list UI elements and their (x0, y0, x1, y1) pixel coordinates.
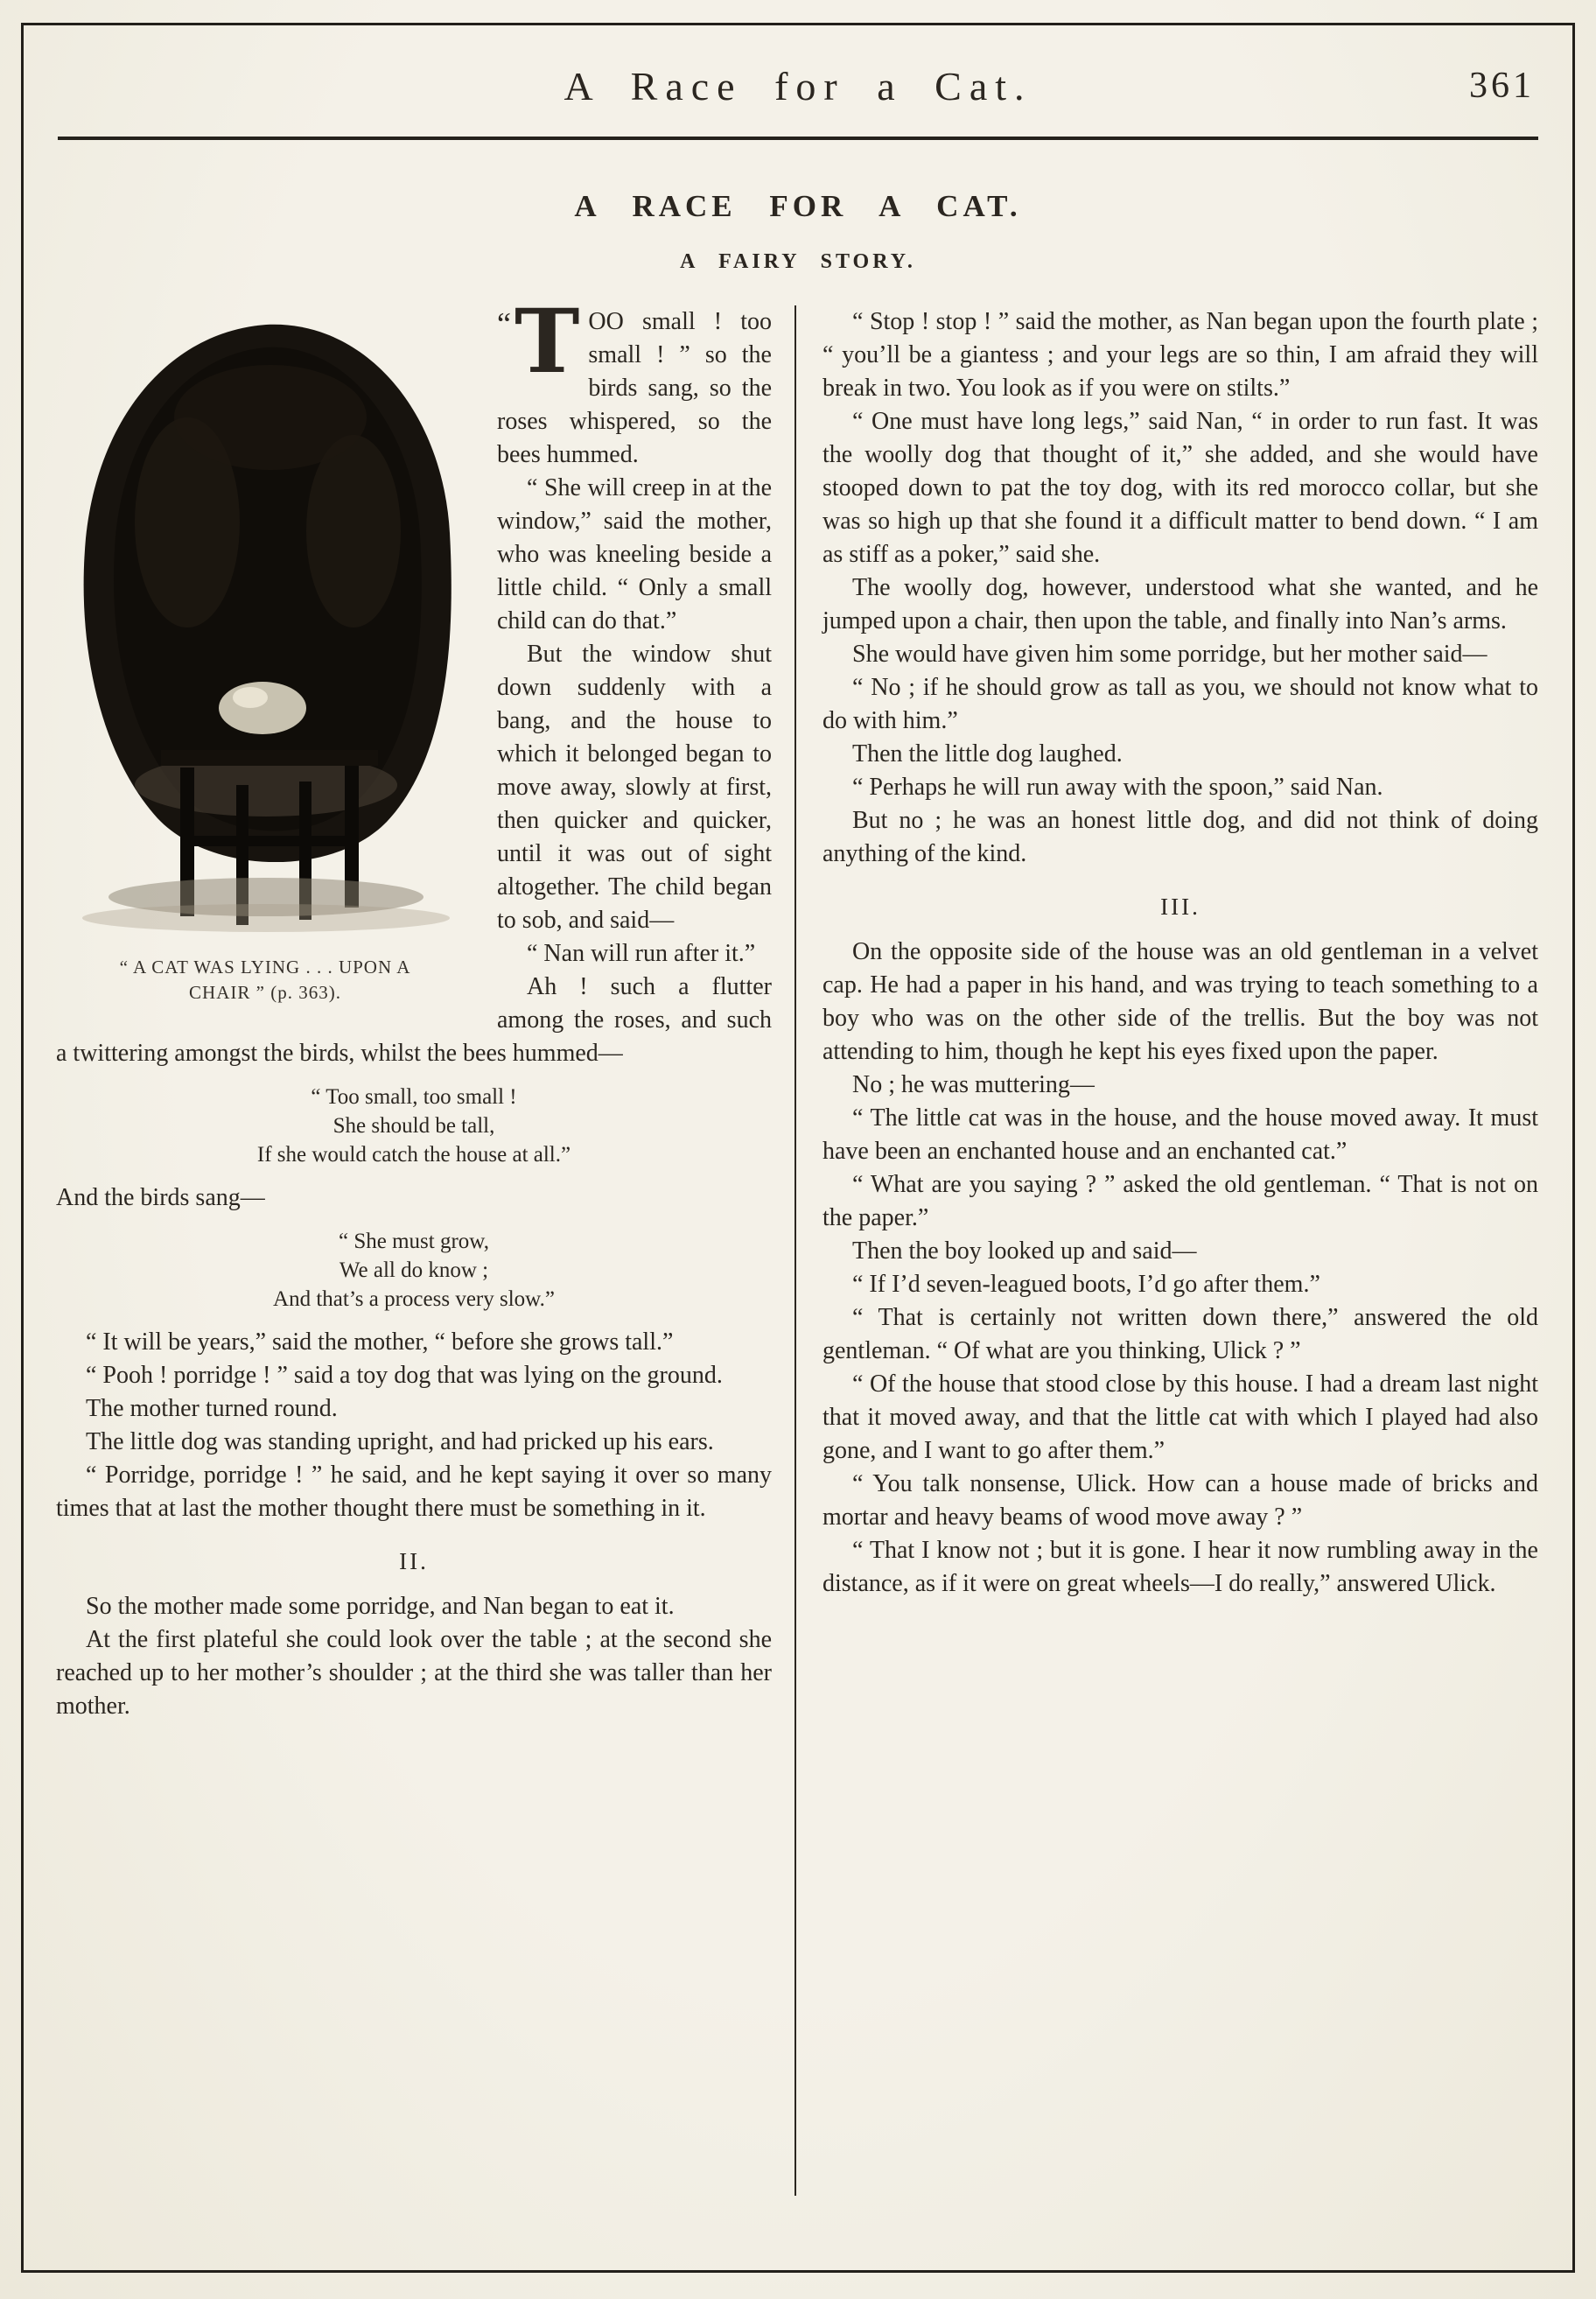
paragraph: “ No ; if he should grow as tall as you, we should not know what to do with him.” (822, 674, 1538, 734)
left-column (56, 305, 794, 2196)
paragraph: The woolly dog, however, understood what she wanted, and he jumped upon a chair, then upon the table, and finally into Nan’s arms. (822, 574, 1538, 634)
paragraph: “ That I know not ; but it is gone. I hear it now rumbling away in the distance, as if it were on great wheels—I do really,” answered Ulick. (822, 1537, 1538, 1597)
illustration-caption (56, 955, 474, 1006)
paragraph: The little dog was standing upright, and had pricked up his ears. (86, 1428, 714, 1455)
verse-bees (56, 1083, 772, 1169)
paragraph: “ It will be years,” said the mother, “ before she grows tall.” (86, 1328, 674, 1356)
paragraph: “ That is certainly not written down there,” answered the old gentleman. “ Of what are you thinking, Ulick ? ” (822, 1304, 1538, 1364)
paragraph: Then the boy looked up and said— (852, 1237, 1197, 1265)
paragraph: “ If I’d seven-leagued boots, I’d go after them.” (852, 1271, 1320, 1298)
illustration-figure (56, 312, 474, 1006)
verse-line: We all do know ; (339, 1258, 489, 1282)
section-heading-iii: III. (1160, 894, 1200, 920)
running-title: A Race for a Cat. (564, 64, 1032, 109)
paragraph: “ Stop ! stop ! ” said the mother, as Nan began upon the fourth plate ; “ you’ll be a giantess ; and your legs are so thin, I am afraid they will break in two. You look as if you were on stilts.” (822, 308, 1538, 402)
drop-cap-letter: T (514, 305, 580, 393)
engraving-art (56, 312, 474, 943)
verse-line: If she would catch the house at all.” (256, 1143, 571, 1167)
opening-quote-mark: “ (497, 306, 511, 341)
paragraph: Then the little dog laughed. (852, 740, 1123, 768)
caption-line-2: CHAIR ” (p. 363). (189, 982, 341, 1003)
paragraph: “ Pooh ! porridge ! ” said a toy dog that was lying on the ground. (86, 1362, 723, 1389)
paragraph: And the birds sang— (56, 1184, 265, 1211)
verse-line: She should be tall, (332, 1114, 495, 1138)
paragraph: “ Nan will run after it.” (527, 940, 756, 967)
paragraph: So the mother made some porridge, and Nan began to eat it. (86, 1593, 675, 1620)
two-column-layout (56, 305, 1540, 2196)
opening-text: OO small ! too small ! ” so the birds sang, so the roses whispered, so the bees hummed. (497, 308, 772, 468)
paragraph: “ Of the house that stood close by this house. I had a dream last night that it moved away, and that the little cat with which I played had also gone, and I want to go after them.” (822, 1370, 1538, 1464)
article-subtitle: A FAIRY STORY. (680, 250, 916, 273)
paragraph: “ Porridge, porridge ! ” he said, and he kept saying it over so many times that at last the mother thought there must be something in it. (56, 1461, 772, 1522)
header-rule (58, 137, 1538, 140)
running-head (56, 63, 1540, 119)
paragraph: “ She will creep in at the window,” said the mother, who was kneeling beside a little child. “ Only a small child can do that.” (497, 474, 772, 634)
verse-line: “ She must grow, (339, 1230, 489, 1253)
paragraph: “ Perhaps he will run away with the spoon,” said Nan. (852, 774, 1383, 801)
paragraph: On the opposite side of the house was an old gentleman in a velvet cap. He had a paper in his hand, and was trying to teach something to a boy who was on the other side of the trellis. But the boy was not attending to him, though he kept his eyes fixed upon the paper. (822, 938, 1538, 1065)
paragraph: “ The little cat was in the house, and the house moved away. It must have been an enchanted house and an enchanted cat.” (822, 1104, 1538, 1165)
page-number: 361 (1469, 66, 1535, 106)
paragraph: But no ; he was an honest little dog, and did not think of doing anything of the kind. (822, 807, 1538, 867)
section-heading-ii: II. (399, 1548, 429, 1574)
paragraph: Ah ! such a flutter among the roses, and such a twittering amongst the birds, whilst the bees hummed— (56, 973, 772, 1067)
paragraph: “ One must have long legs,” said Nan, “ in order to run fast. It was the woolly dog that thought of it,” she added, and she would have stooped down to pat the toy dog, with its red morocco collar, but she was so high up that she found it a difficult matter to bend down. “ I am as stiff as a poker,” said she. (822, 408, 1538, 568)
right-column (794, 305, 1538, 2196)
paragraph: She would have given him some porridge, but her mother said— (852, 641, 1488, 668)
paragraph: The mother turned round. (86, 1395, 338, 1422)
verse-birds (56, 1227, 772, 1314)
verse-line: “ Too small, too small ! (311, 1085, 517, 1109)
paragraph: At the first plateful she could look over the table ; at the second she reached up to her mother’s shoulder ; at the third she was taller than her mother. (56, 1626, 772, 1720)
article-title: A RACE FOR A CAT. (574, 189, 1022, 223)
paragraph: “ You talk nonsense, Ulick. How can a house made of bricks and mortar and heavy beams of wood move away ? ” (822, 1470, 1538, 1531)
paragraph: But the window shut down suddenly with a bang, and the house to which it belonged began to move away, slowly at first, then quicker and quicker, until it was out of sight altogether. The child began to sob, and said— (497, 641, 772, 934)
page-content (56, 47, 1540, 2196)
engraving-cat-on-chair (56, 312, 474, 943)
paragraph: No ; he was muttering— (852, 1071, 1095, 1098)
paragraph: “ What are you saying ? ” asked the old gentleman. “ That is not on the paper.” (822, 1171, 1538, 1231)
caption-line-1: “ A CAT WAS LYING . . . UPON A (119, 957, 411, 978)
verse-line: And that’s a process very slow.” (273, 1287, 555, 1311)
